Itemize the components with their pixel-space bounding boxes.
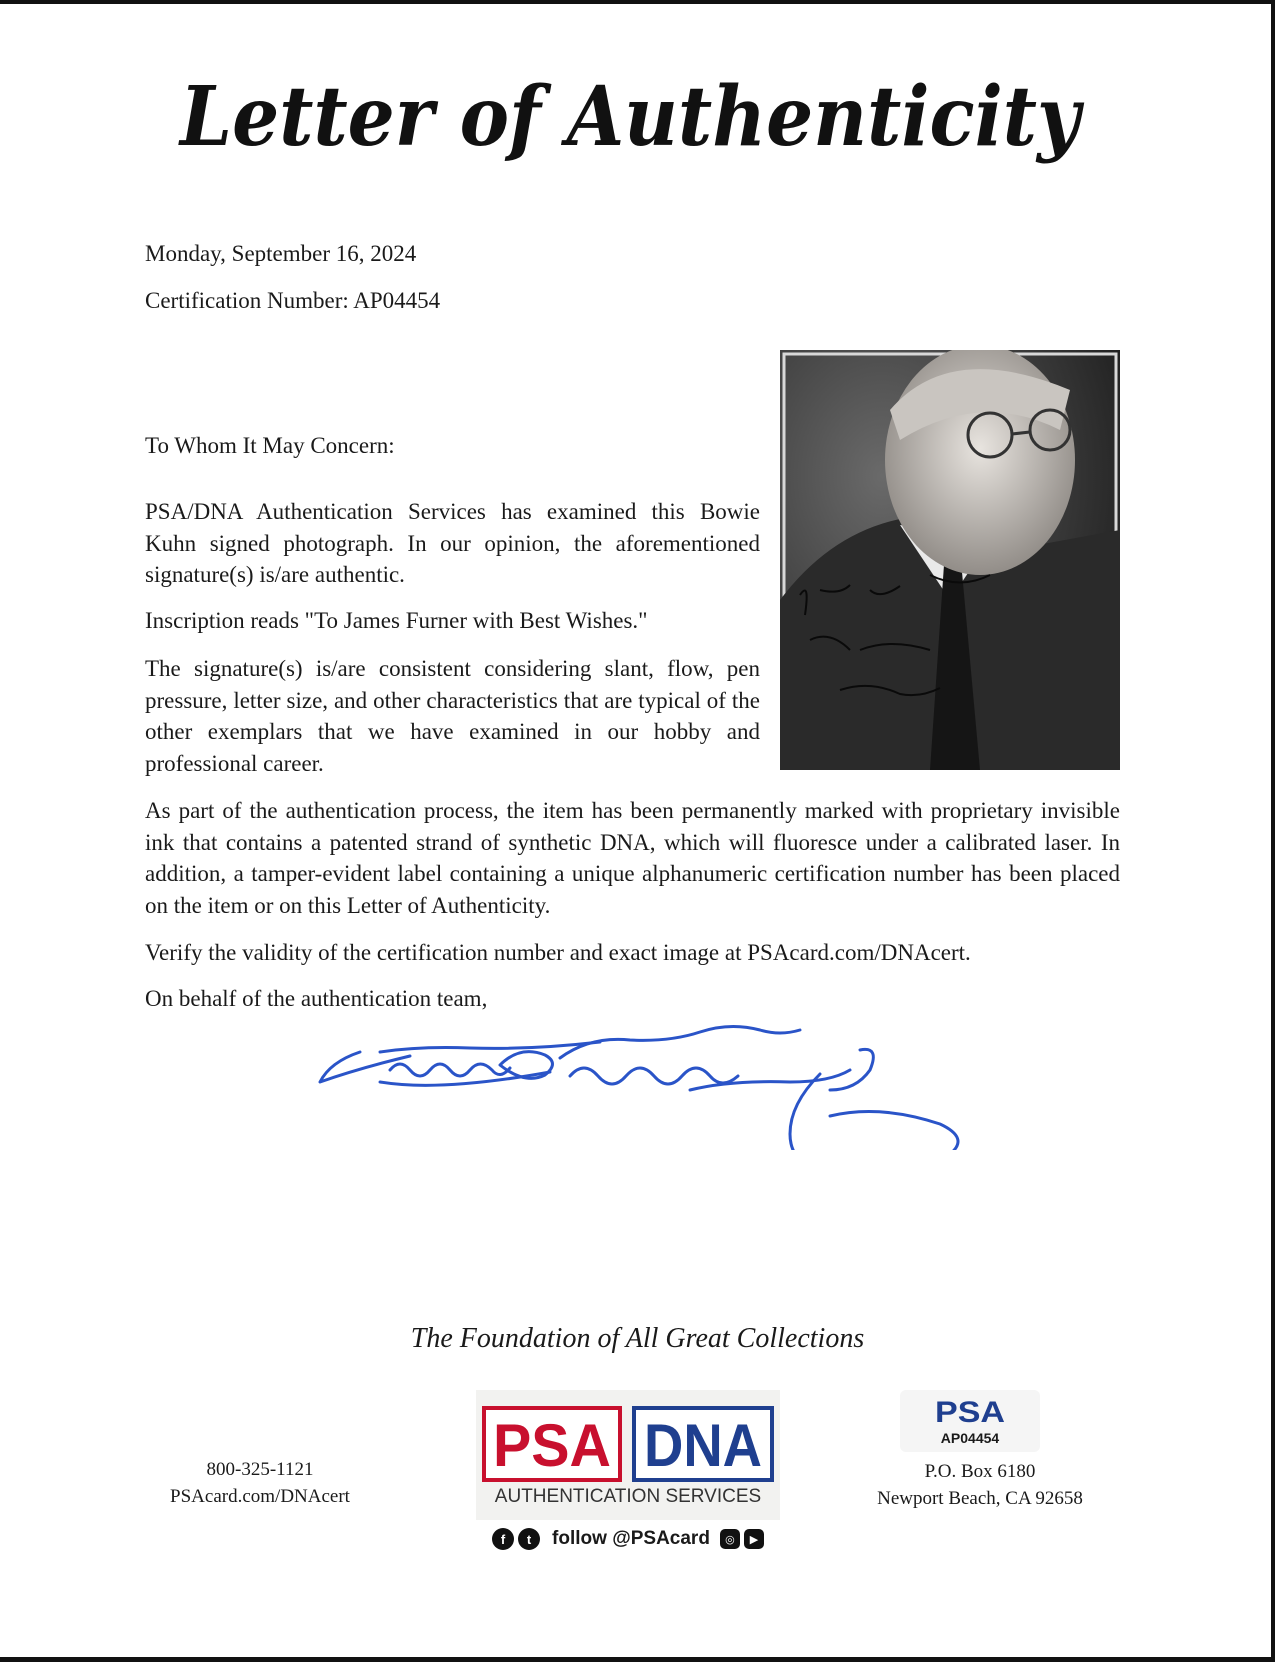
paragraph-consistency: The signature(s) is/are consistent considering slant, flow, pen pressure, letter size, and other characteristics that are typical of the other exemplars that we have examined in our hobby and professional career.	[145, 656, 760, 776]
psa-dna-logo-mark	[476, 1390, 780, 1490]
paragraph-process: As part of the authentication process, the item has been permanently marked with proprietary invisible ink that contains a patented strand of synthetic DNA, which will fluoresce under a calibrated laser. In addition, a tamper-evident label containing a unique alphanumeric certification number has been placed on the item or on this Letter of Authenticity.	[145, 798, 1120, 918]
paragraph-verify: Verify the validity of the certification number and exact image at PSAcard.com/DNAcert.	[145, 940, 971, 965]
contact-info	[165, 1456, 355, 1510]
scan-edge-right	[1271, 0, 1275, 1662]
tamper-evident-label	[900, 1390, 1040, 1452]
letter-title	[150, 40, 1110, 200]
signed-photograph	[780, 350, 1120, 770]
title-script-heading	[150, 40, 1110, 200]
address-line2: Newport Beach, CA 92658	[877, 1488, 1083, 1509]
instagram-icon[interactable]: ◎	[720, 1529, 740, 1549]
photograph-image	[780, 350, 1120, 770]
youtube-icon[interactable]: ▶	[744, 1529, 764, 1549]
title-text: Letter of Authenticity	[178, 69, 1085, 165]
logo-dna-text: DNA	[644, 1412, 762, 1479]
handwritten-signature	[300, 1010, 980, 1150]
label-logo-text: PSA	[935, 1396, 1005, 1428]
logo-psa-text: PSA	[493, 1412, 611, 1479]
tagline: The Foundation of All Great Collections	[410, 1323, 865, 1354]
phone-number: 800-325-1121	[206, 1459, 314, 1480]
authenticator-signature	[300, 1010, 980, 1150]
mailing-address	[855, 1458, 1105, 1512]
address-line1: P.O. Box 6180	[924, 1461, 1036, 1482]
facebook-icon[interactable]: f	[492, 1528, 514, 1550]
paragraph-inscription: Inscription reads "To James Furner with Best Wishes."	[145, 608, 648, 633]
salutation: To Whom It May Concern:	[145, 433, 395, 458]
certification-number: AP04454	[353, 288, 441, 313]
logo-subtitle: AUTHENTICATION SERVICES	[494, 1486, 762, 1507]
paragraph-examination: PSA/DNA Authentication Services has examined this Bowie Kuhn signed photograph. In our opinion, the aforementioned signature(s) is/are authentic.	[145, 499, 760, 587]
website-link[interactable]: PSAcard.com/DNAcert	[170, 1486, 350, 1507]
certification-line	[145, 288, 440, 314]
psa-dna-logo	[476, 1390, 780, 1520]
scan-edge-top	[0, 0, 1275, 4]
label-psa-logo	[930, 1392, 1010, 1428]
social-follow-row	[478, 1524, 778, 1554]
paragraph-closing: On behalf of the authentication team,	[145, 986, 488, 1011]
follow-handle[interactable]: follow @PSAcard	[552, 1528, 710, 1549]
label-cert-number: AP04454	[940, 1430, 1000, 1446]
certification-label: Certification Number:	[145, 288, 349, 313]
letter-date: Monday, September 16, 2024	[145, 241, 417, 266]
scan-edge-bottom	[0, 1657, 1275, 1662]
twitter-icon[interactable]: t	[518, 1528, 540, 1550]
